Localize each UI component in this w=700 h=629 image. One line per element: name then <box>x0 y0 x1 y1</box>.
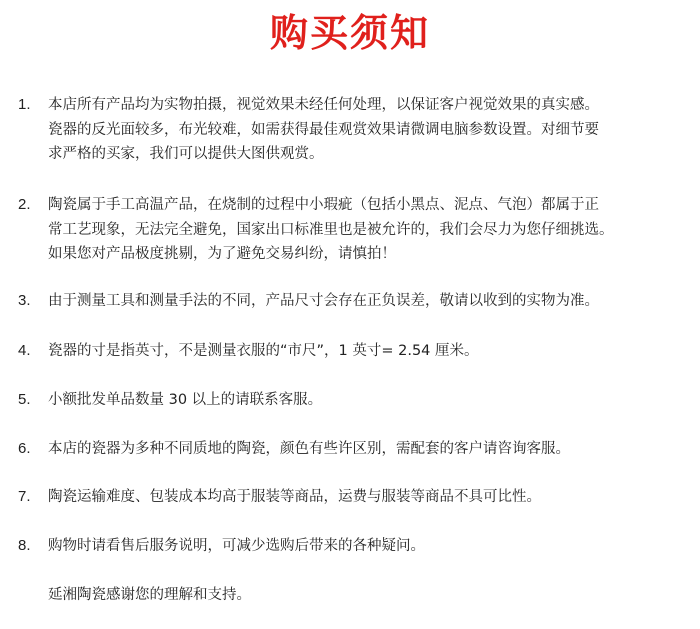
item-text <box>48 289 688 314</box>
item-number: 6. <box>18 440 31 457</box>
item-line: 陶瓷运输难度、包装成本均高于服装等商品，运费与服装等商品不具可比性。 <box>48 489 541 505</box>
item-line: 购物时请看售后服务说明，可减少选购后带来的各种疑问。 <box>48 538 425 554</box>
item-line: 瓷器的寸是指英寸，不是测量衣服的“市尺”，1 英寸= 2.54 厘米。 <box>48 343 479 359</box>
item-text <box>48 339 688 364</box>
item-number: 8. <box>18 537 31 554</box>
item-line: 常工艺现象，无法完全避免，国家出口标准里也是被允许的，我们会尽力为您仔细挑选。 <box>48 221 614 238</box>
item-text <box>48 437 688 462</box>
item-line: 本店所有产品均为实物拍摄，视觉效果未经任何处理，以保证客户视觉效果的真实感。 <box>48 97 599 113</box>
item-text <box>48 485 688 510</box>
item-line: 小额批发单品数量 30 以上的请联系客服。 <box>48 392 323 408</box>
item-text <box>48 534 688 559</box>
item-text <box>48 388 688 413</box>
item-line: 求严格的买家，我们可以提供大图供观赏。 <box>48 146 324 162</box>
item-text <box>48 93 688 167</box>
item-line: 瓷器的反光面较多，布光较难，如需获得最佳观赏效果请微调电脑参数设置。对细节要 <box>48 121 599 138</box>
item-number: 4. <box>18 342 31 359</box>
item-text <box>48 193 688 267</box>
item-number: 2. <box>18 196 31 213</box>
page-title: 购买须知 <box>269 10 430 55</box>
item-number: 3. <box>18 292 31 309</box>
item-line: 陶瓷属于手工高温产品，在烧制的过程中小瑕疵（包括小黑点、泥点、气泡）都属于正 <box>48 197 599 213</box>
item-line: 本店的瓷器为多种不同质地的陶瓷，颜色有些许区别，需配套的客户请咨询客服。 <box>48 441 570 457</box>
item-line: 如果您对产品极度挑剔，为了避免交易纠纷，请慎拍！ <box>48 246 396 262</box>
item-number: 1. <box>18 96 31 113</box>
item-number: 7. <box>18 488 31 505</box>
item-number: 5. <box>18 391 31 408</box>
item-line: 由于测量工具和测量手法的不同，产品尺寸会存在正负误差，敬请以收到的实物为准。 <box>48 293 599 309</box>
closing-message: 延湘陶瓷感谢您的理解和支持。 <box>48 587 251 603</box>
